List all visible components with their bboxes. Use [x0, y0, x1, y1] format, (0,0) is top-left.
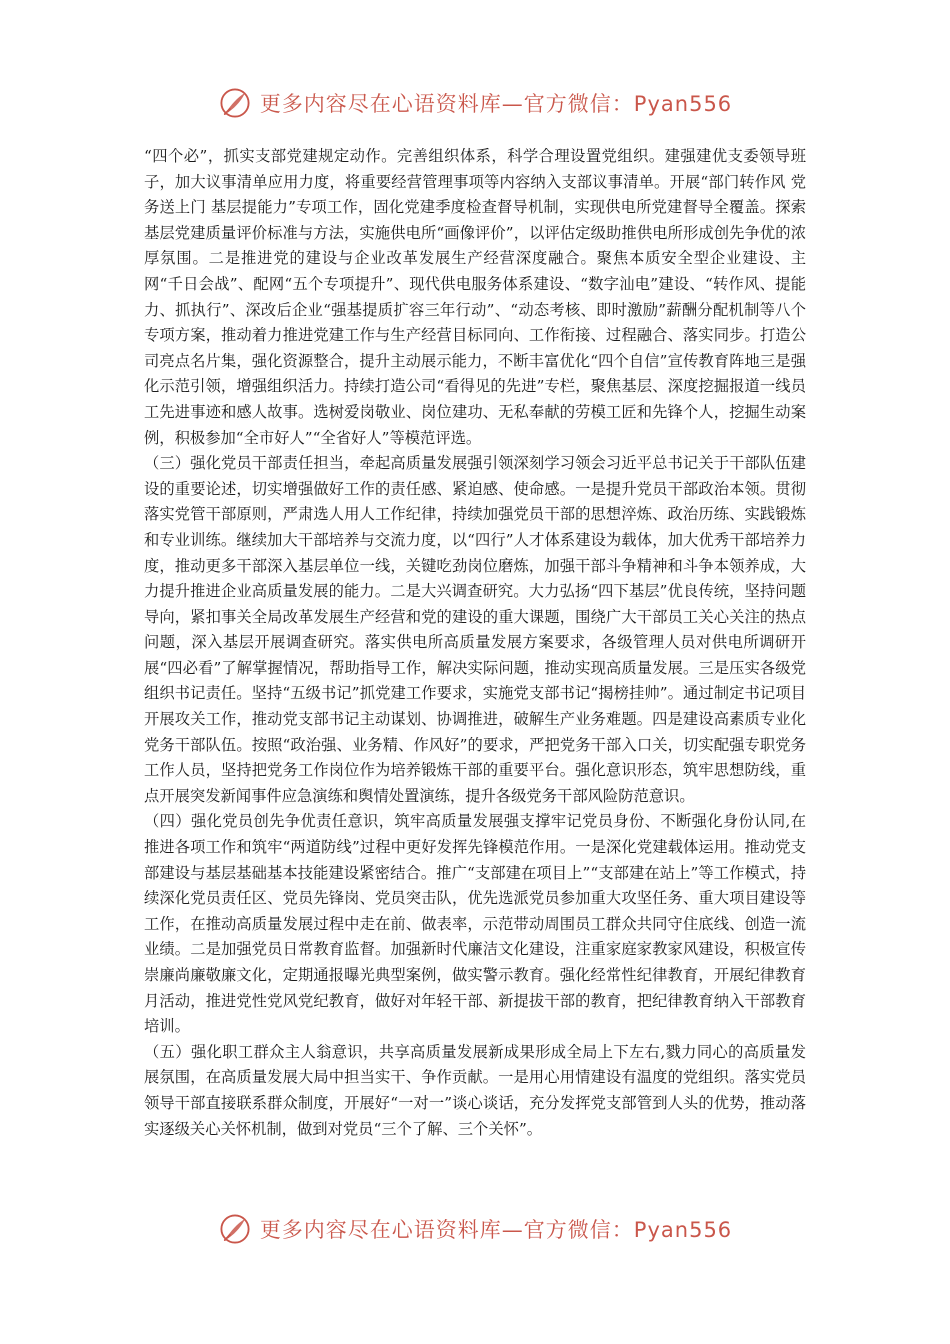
paragraph: （五）强化职工群众主人翁意识，共享高质量发展新成果形成全局上下左右,戮力同心的高质量发展氛围，在高质量发展大局中担当实干、争作贡献。一是用心用情建设有温度的党组织。落实党员领导干部直接联系群众制度，开展好“一对一”谈心谈话，充分发挥党支部管到人头的优势，推动落实逐级关心关怀机制，做到对党员“三个了解、三个关怀”。: [144, 1042, 806, 1138]
document-body: [144, 144, 806, 1142]
watermark-text: 更多内容尽在心语资料库—官方微信：Pyan556: [259, 92, 733, 116]
quill-pen-logo-icon: [218, 86, 252, 120]
quill-pen-logo-icon: [218, 1212, 252, 1246]
header-watermark: [0, 86, 950, 120]
paragraph: （四）强化党员创先争优责任意识，筑牢高质量发展强支撑牢记党员身份、不断强化身份认同,在推进各项工作和筑牢“两道防线”过程中更好发挥先锋模范作用。一是深化党建载体运用。推动党支部建设与基层基础基本技能建设紧密结合。推广“支部建在项目上”“支部建在站上”等工作模式，持续深化党员责任区、党员先锋岗、党员突击队，优先选派党员参加重大攻坚任务、重大项目建设等工作，在推动高质量发展过程中走在前、做表率，示范带动周围员工群众共同守住底线、创造一流业绩。二是加强党员日常教育监督。加强新时代廉洁文化建设，注重家庭家教家风建设，积极宣传崇廉尚廉敬廉文化，定期通报曝光典型案例，做实警示教育。强化经常性纪律教育，开展纪律教育月活动，推进党性党风党纪教育，做好对年轻干部、新提拔干部的教育，把纪律教育纳入干部教育培训。: [144, 812, 806, 1036]
paragraph: “四个必”，抓实支部党建规定动作。完善组织体系，科学合理设置党组织。建强建优支委领导班子，加大议事清单应用力度，将重要经营管理事项等内容纳入支部议事清单。开展“部门转作风 党务送上门 基层提能力”专项工作，固化党建季度检查督导机制，实现供电所党建督导全覆盖。探索基层党建质量评价标准与方法，实施供电所“画像评价”，以评估定级助推供电所形成创先争优的浓厚氛围。二是推进党的建设与企业改革发展生产经营深度融合。聚焦本质安全型企业建设、主网“千日会战”、配网“五个专项提升”、现代供电服务体系建设、“数字汕电”建设、“转作风、提能力、抓执行”、深改后企业“强基提质扩容三年行动”、“动态考核、即时激励”薪酬分配机制等八个专项方案，推动着力推进党建工作与生产经营目标同向、工作衔接、过程融合、落实同步。打造公司亮点名片集，强化资源整合，提升主动展示能力，不断丰富优化“四个自信”宣传教育阵地三是强化示范引领，增强组织活力。持续打造公司“看得见的先进”专栏，聚焦基层、深度挖掘报道一线员工先进事迹和感人故事。选树爱岗敬业、岗位建功、无私奉献的劳模工匠和先锋个人，挖掘生动案例，积极参加“全市好人”“全省好人”等模范评选。: [144, 147, 806, 447]
watermark-text: 更多内容尽在心语资料库—官方微信：Pyan556: [259, 1218, 733, 1242]
paragraph: （三）强化党员干部责任担当，牵起高质量发展强引领深刻学习领会习近平总书记关于干部队伍建设的重要论述，切实增强做好工作的责任感、紧迫感、使命感。一是提升党员干部政治本领。贯彻落实党管干部原则，严肃选人用人工作纪律，持续加强党员干部的思想淬炼、政治历练、实践锻炼和专业训练。继续加大干部培养与交流力度，以“四行”人才体系建设为载体，加大优秀干部培养力度，推动更多干部深入基层单位一线，关键吃劲岗位磨炼，加强干部斗争精神和斗争本领养成，大力提升推进企业高质量发展的能力。二是大兴调查研究。大力弘扬“四下基层”优良传统，坚持问题导向，紧扣事关全局改革发展生产经营和党的建设的重大课题，围绕广大干部员工关心关注的热点问题，深入基层开展调查研究。落实供电所高质量发展方案要求，各级管理人员对供电所调研开展“四必看”了解掌握情况，帮助指导工作，解决实际问题，推动实现高质量发展。三是压实各级党组织书记责任。坚持“五级书记”抓党建工作要求，实施党支部书记“揭榜挂帅”。通过制定书记项目开展攻关工作，推动党支部书记主动谋划、协调推进，破解生产业务难题。四是建设高素质专业化党务干部队伍。按照“政治强、业务精、作风好”的要求，严把党务干部入口关，切实配强专职党务工作人员，坚持把党务工作岗位作为培养锻炼干部的重要平台。强化意识形态，筑牢思想防线，重点开展突发新闻事件应急演练和舆情处置演练，提升各级党务干部风险防范意识。: [144, 454, 806, 805]
footer-watermark: [0, 1212, 950, 1246]
